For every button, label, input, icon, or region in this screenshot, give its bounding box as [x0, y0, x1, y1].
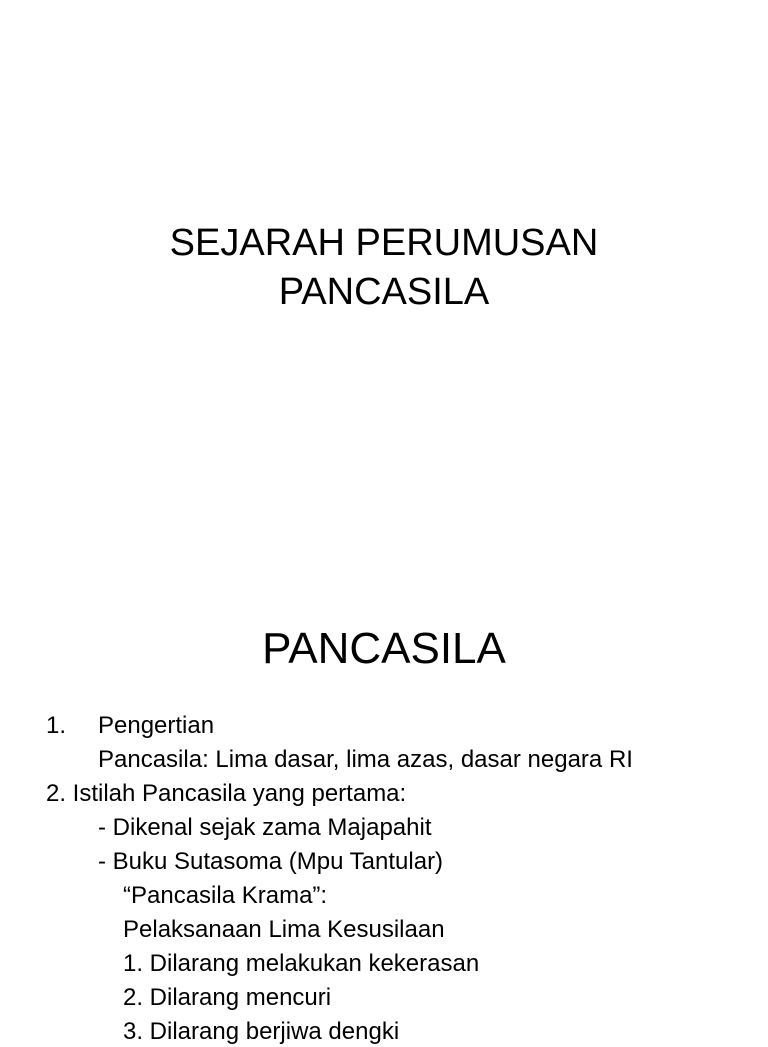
list-item-pengertian: Pengertian — [98, 712, 215, 739]
content-slide — [0, 576, 768, 1045]
list-item-definition: Pancasila: Lima dasar, lima azas, dasar negara RI — [98, 746, 633, 773]
rule-item: 2. Dilarang mencuri — [123, 984, 332, 1011]
slide-title-line-1: SEJARAH PERUMUSAN — [169, 222, 599, 264]
rule-item: 3. Dilarang berjiwa dengki — [123, 1018, 400, 1045]
sub-item-sutasoma: - Buku Sutasoma (Mpu Tantular) — [98, 848, 444, 875]
slide-title-line-2: PANCASILA — [278, 271, 490, 313]
slide-heading: PANCASILA — [262, 624, 506, 673]
list-item-istilah: 2. Istilah Pancasila yang pertama: — [46, 780, 407, 807]
quote-description: Pelaksanaan Lima Kesusilaan — [123, 916, 445, 943]
list-number-1: 1. — [46, 712, 67, 739]
sub-item-majapahit: - Dikenal sejak zama Majapahit — [98, 814, 432, 841]
quote-pancasila-krama: “Pancasila Krama”: — [123, 882, 328, 909]
rule-item: 1. Dilarang melakukan kekerasan — [123, 950, 480, 977]
